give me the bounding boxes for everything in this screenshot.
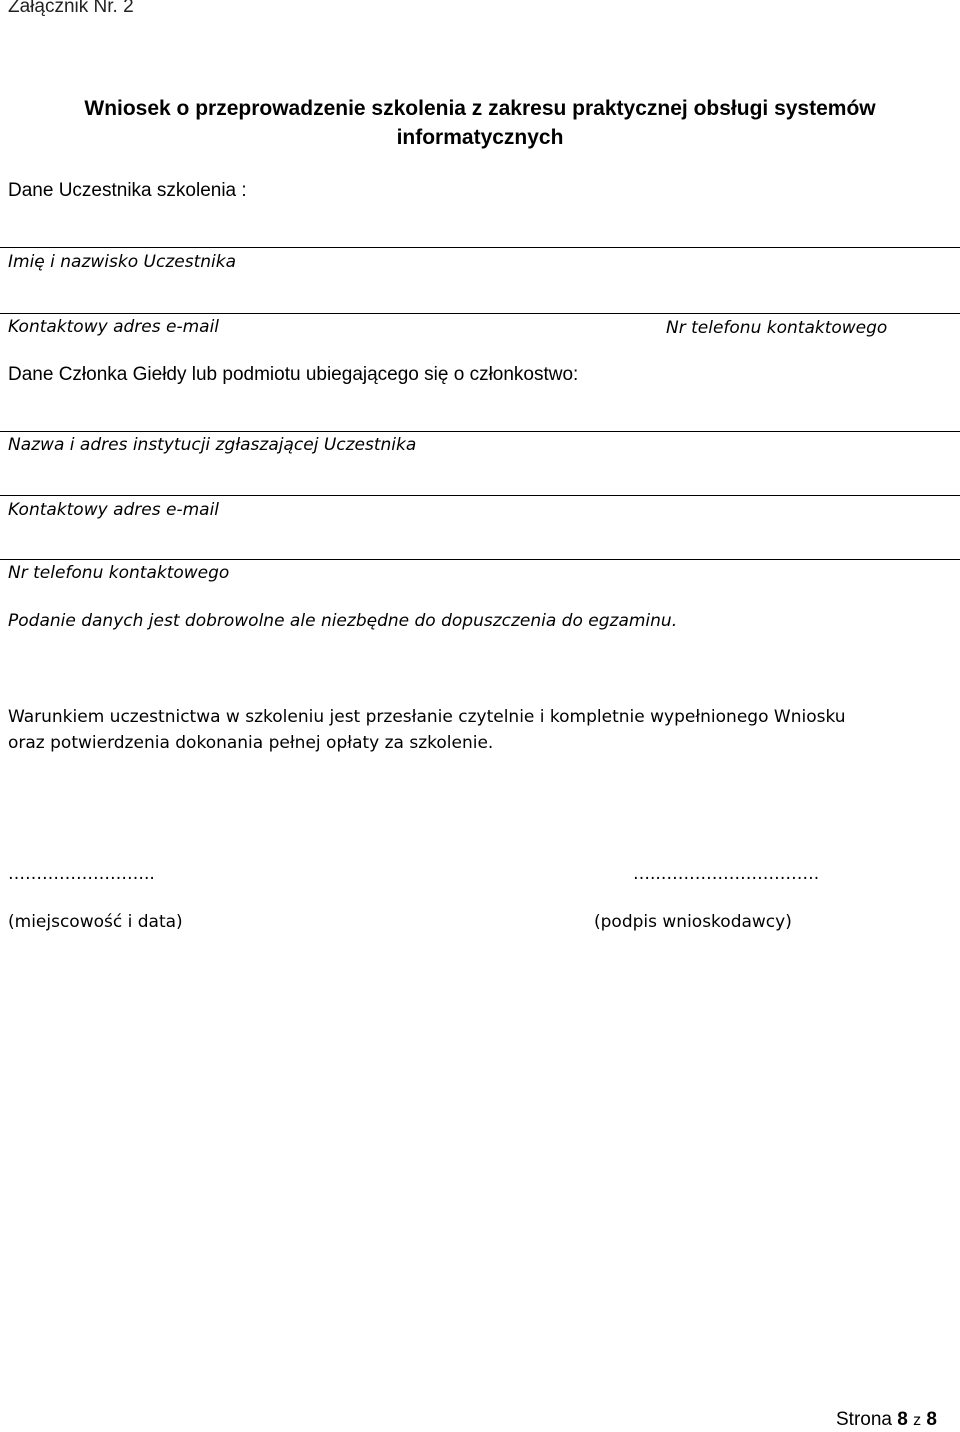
participant-section-heading: Dane Uczestnika szkolenia :	[8, 180, 247, 201]
place-date-label: (miejscowość i data)	[8, 912, 183, 932]
page-number	[836, 1409, 937, 1431]
member-section-heading: Dane Członka Giełdy lub podmiotu ubiegającego się o członkostwo:	[8, 364, 579, 385]
page-word: Strona	[836, 1409, 892, 1430]
participant-name-field[interactable]	[0, 247, 960, 248]
institution-label: Nazwa i adres instytucji zgłaszającej Uczestnika	[8, 435, 417, 455]
participant-email-field[interactable]	[0, 313, 960, 314]
conditions-line1: Warunkiem uczestnictwa w szkoleniu jest przesłanie czytelnie i kompletnie wypełnionego Wniosku	[8, 707, 846, 727]
conditions-line2: oraz potwierdzenia dokonania pełnej opłaty za szkolenie.	[8, 733, 494, 753]
signature-dots: …..……………………….	[633, 864, 820, 884]
member-phone-field[interactable]	[0, 559, 960, 560]
member-phone-label: Nr telefonu kontaktowego	[8, 563, 230, 583]
participant-name-label: Imię i nazwisko Uczestnika	[8, 252, 236, 272]
document-title-line2: informatycznych	[396, 126, 564, 149]
participant-email-label: Kontaktowy adres e-mail	[8, 317, 220, 337]
page-current: 8	[897, 1409, 908, 1430]
place-date-dots: ……………………..	[8, 864, 155, 884]
page-of: z	[913, 1412, 922, 1429]
institution-field[interactable]	[0, 431, 960, 432]
annex-label: Załącznik Nr. 2	[8, 0, 134, 17]
page-total: 8	[926, 1409, 937, 1430]
member-email-field[interactable]	[0, 495, 960, 496]
signature-label: (podpis wnioskodawcy)	[594, 912, 792, 932]
participant-phone-label: Nr telefonu kontaktowego	[666, 318, 888, 338]
document-title-line1: Wniosek o przeprowadzenie szkolenia z zakresu praktycznej obsługi systemów	[84, 97, 876, 120]
member-email-label: Kontaktowy adres e-mail	[8, 500, 220, 520]
data-notice: Podanie danych jest dobrowolne ale niezbędne do dopuszczenia do egzaminu.	[8, 611, 678, 631]
